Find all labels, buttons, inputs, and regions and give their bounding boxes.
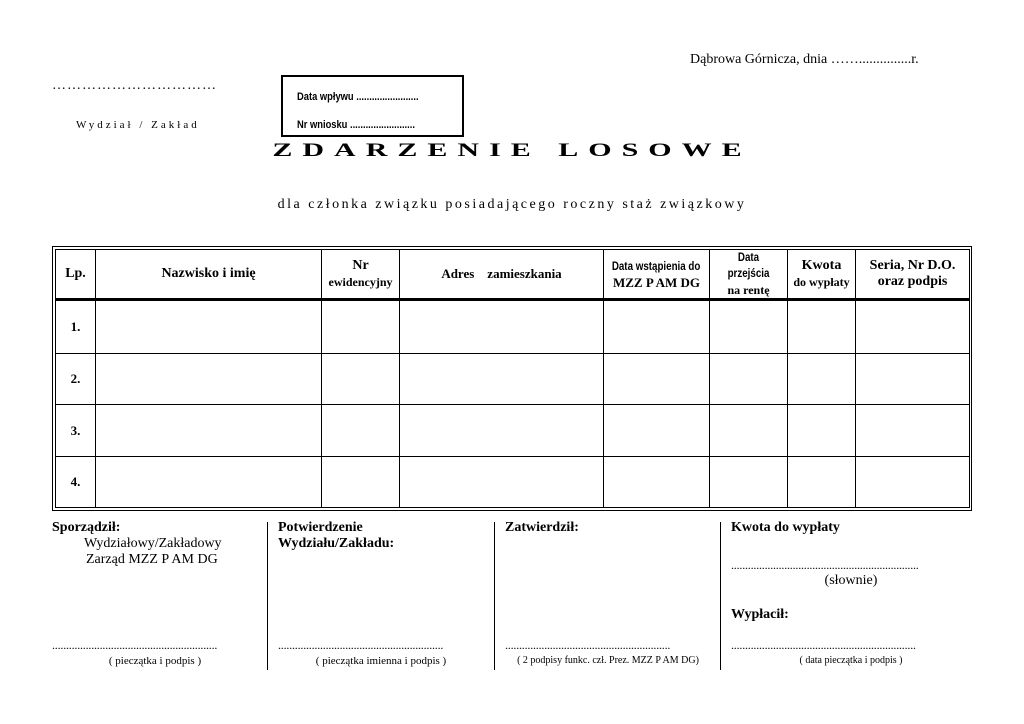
name-cell[interactable]	[96, 354, 322, 405]
table-header-row	[56, 250, 970, 300]
join-date-cell[interactable]	[604, 354, 710, 405]
id-document-cell[interactable]	[856, 354, 970, 405]
approved-signature-line: ...........................................................	[505, 638, 671, 652]
confirmation-heading-1: Potwierdzenie	[278, 520, 363, 535]
approved-heading: Zatwierdził:	[505, 520, 579, 535]
name-cell[interactable]	[96, 300, 322, 354]
prepared-signature-line: ...........................................................	[52, 638, 218, 652]
footer-divider	[720, 522, 721, 670]
payout-section	[731, 520, 976, 672]
join-date-cell[interactable]	[604, 456, 710, 507]
column-header-amount: Kwota do wypłaty	[788, 250, 856, 300]
column-header-address: Adres zamieszkania	[400, 250, 604, 300]
approved-signature-caption: ( 2 podpisy funkc. czł. Prez. MZZ P AM DG)	[517, 655, 699, 666]
row-number: 3.	[56, 405, 96, 456]
table-row	[56, 405, 970, 456]
amount-cell[interactable]	[788, 300, 856, 354]
join-date-cell[interactable]	[604, 405, 710, 456]
paid-by-signature-caption: ( data pieczątka i podpis )	[799, 655, 903, 666]
id-number-cell[interactable]	[322, 405, 400, 456]
address-cell[interactable]	[400, 456, 604, 507]
approved-section	[505, 520, 717, 672]
members-table	[55, 249, 970, 508]
id-number-cell[interactable]	[322, 456, 400, 507]
amount-cell[interactable]	[788, 354, 856, 405]
prepared-by-line2: Zarząd MZZ P AM DG	[86, 552, 218, 567]
pension-date-cell[interactable]	[710, 354, 788, 405]
address-cell[interactable]	[400, 405, 604, 456]
amount-in-words-caption: (słownie)	[824, 573, 878, 588]
payout-amount-line[interactable]: ...................................................................	[731, 558, 919, 572]
table-row	[56, 456, 970, 507]
id-number-cell[interactable]	[322, 300, 400, 354]
document-title: ZDARZENIE LOSOWE	[272, 140, 752, 161]
row-number: 2.	[56, 354, 96, 405]
department-label: Wydział / Zakład	[76, 119, 200, 131]
column-header-name: Nazwisko i imię	[96, 250, 322, 300]
paid-by-signature-line: ..................................................................	[731, 638, 916, 652]
table-row	[56, 300, 970, 354]
paid-by-heading: Wypłacił:	[731, 607, 789, 622]
confirmation-section	[278, 520, 490, 672]
application-number-label: Nr wniosku .........................	[297, 119, 415, 131]
column-header-join-date: Data wstąpienia do MZZ P AM DG	[604, 250, 710, 300]
column-header-pension-date: Data przejścia na rentę	[710, 250, 788, 300]
name-cell[interactable]	[96, 405, 322, 456]
amount-cell[interactable]	[788, 405, 856, 456]
confirmation-signature-line: ...........................................................	[278, 638, 444, 652]
pension-date-cell[interactable]	[710, 300, 788, 354]
prepared-by-line1: Wydziałowy/Zakładowy	[84, 536, 222, 551]
id-number-cell[interactable]	[322, 354, 400, 405]
column-header-id-number: Nr ewidencyjny	[322, 250, 400, 300]
footer-divider	[494, 522, 495, 670]
name-cell[interactable]	[96, 456, 322, 507]
department-dotted-line: ……………………………	[52, 78, 217, 93]
registration-stamp-box	[281, 75, 464, 137]
row-number: 1.	[56, 300, 96, 354]
prepared-by-heading: Sporządził:	[52, 520, 121, 535]
table-row	[56, 354, 970, 405]
pension-date-cell[interactable]	[710, 456, 788, 507]
address-cell[interactable]	[400, 300, 604, 354]
column-header-lp: Lp.	[56, 250, 96, 300]
received-date-label: Data wpływu ........................	[297, 91, 419, 103]
address-cell[interactable]	[400, 354, 604, 405]
join-date-cell[interactable]	[604, 300, 710, 354]
id-document-cell[interactable]	[856, 405, 970, 456]
place-date-line: Dąbrowa Górnicza, dnia ……...............r.	[690, 52, 919, 67]
id-document-cell[interactable]	[856, 300, 970, 354]
prepared-by-section	[52, 520, 262, 672]
prepared-signature-caption: ( pieczątka i podpis )	[108, 655, 202, 667]
row-number: 4.	[56, 456, 96, 507]
confirmation-signature-caption: ( pieczątka imienna i podpis )	[315, 655, 447, 667]
footer-divider	[267, 522, 268, 670]
amount-cell[interactable]	[788, 456, 856, 507]
payout-amount-heading: Kwota do wypłaty	[731, 520, 840, 535]
column-header-id-document: Seria, Nr D.O. oraz podpis	[856, 250, 970, 300]
confirmation-heading-2: Wydziału/Zakładu:	[278, 536, 395, 551]
id-document-cell[interactable]	[856, 456, 970, 507]
document-subtitle: dla członka związku posiadającego roczny staż związkowy	[277, 197, 747, 212]
pension-date-cell[interactable]	[710, 405, 788, 456]
